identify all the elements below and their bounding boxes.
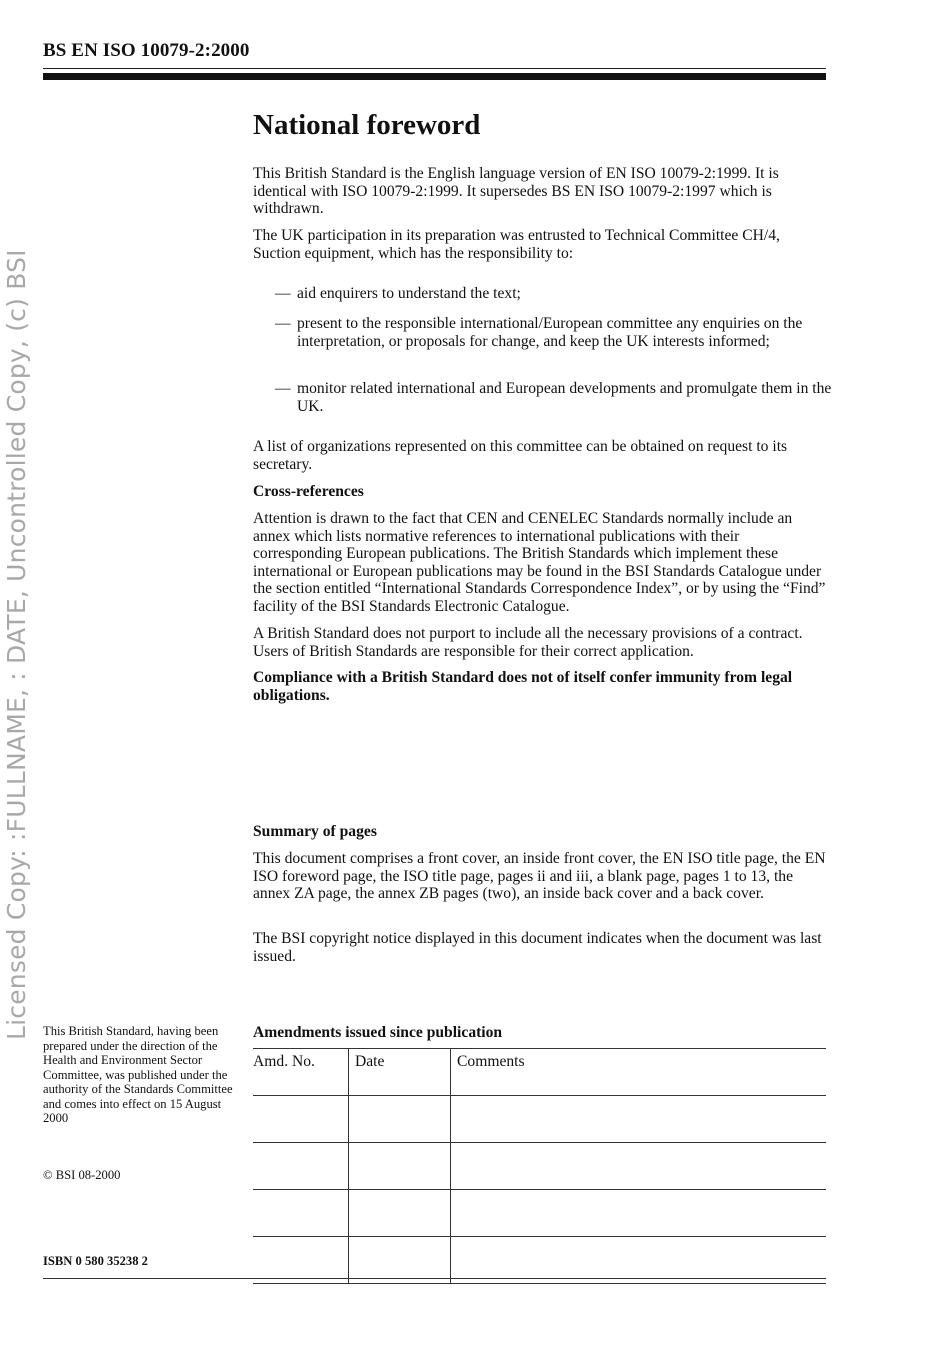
page-title: National foreword	[253, 109, 481, 141]
organizations-paragraph: A list of organizations represented on this committee can be obtained on request to its secretary.	[253, 438, 788, 473]
intro-paragraph: This British Standard is the English language version of EN ISO 10079-2:1999. It is identical with ISO 10079-2:1999. It supersedes BS EN ISO 10079-2:1997 which is withdrawn.	[253, 165, 779, 218]
list-item-text: present to the responsible international/European committee any enquiries on the interpretation, or proposals for change, and keep the UK interests informed;	[297, 315, 803, 350]
table-row	[253, 1096, 826, 1143]
list-item-text: monitor related international and European developments and promulgate them in the UK.	[297, 380, 832, 415]
column-header: Date	[349, 1049, 451, 1096]
compliance-statement: Compliance with a British Standard does not of itself confer immunity from legal obligations.	[253, 669, 793, 704]
copyright-notice-paragraph: The BSI copyright notice displayed in this document indicates when the document was last issued.	[253, 930, 822, 965]
footer-rule	[43, 1278, 826, 1279]
crossref-paragraph: Attention is drawn to the fact that CEN and CENELEC Standards normally include an annex which lists normative references to international publications with their corresponding European publications. The British Standards which implement these international or European publications may be found in the BSI Standards Catalogue under the section entitled “International Standards Correspondence Index”, or by using the “Find” facility of the BSI Standards Electronic Catalogue.	[253, 510, 826, 615]
crossref-heading: Cross-references	[253, 483, 364, 500]
header-rule-thick	[43, 73, 826, 80]
list-item-text: aid enquirers to understand the text;	[297, 285, 521, 302]
table-row	[253, 1190, 826, 1237]
dash-marker: —	[275, 380, 291, 397]
list-item	[275, 315, 842, 350]
table-row	[253, 1237, 826, 1284]
summary-heading: Summary of pages	[253, 823, 377, 840]
amendments-heading: Amendments issued since publication	[253, 1024, 503, 1041]
committee-paragraph: The UK participation in its preparation was entrusted to Technical Committee CH/4, Suction equipment, which has the responsibility to:	[253, 227, 780, 262]
list-item	[275, 380, 842, 415]
dash-marker: —	[275, 315, 291, 332]
approval-note: This British Standard, having been prepared under the direction of the Health and Environment Sector Committee, was published under the authority of the Standards Committee and comes into effect on 15 August 2000	[43, 1024, 233, 1125]
document-id: BS EN ISO 10079-2:2000	[43, 40, 250, 61]
provisions-paragraph: A British Standard does not purport to include all the necessary provisions of a contract. Users of British Standards are responsible for their correct application.	[253, 625, 803, 660]
column-header: Amd. No.	[253, 1049, 349, 1096]
dash-marker: —	[275, 285, 291, 302]
table-header-row	[253, 1049, 826, 1096]
copyright-line: © BSI 08-2000	[43, 1168, 121, 1182]
column-header: Comments	[451, 1049, 827, 1096]
header-rule-thin	[43, 68, 826, 69]
license-watermark: Licensed Copy: :FULLNAME, : DATE, Uncontrolled Copy, (c) BSI	[2, 249, 31, 1040]
isbn: ISBN 0 580 35238 2	[43, 1254, 148, 1268]
amendments-table	[253, 1048, 826, 1284]
list-item	[275, 285, 842, 303]
table-row	[253, 1143, 826, 1190]
summary-paragraph: This document comprises a front cover, an inside front cover, the EN ISO title page, the EN ISO foreword page, the ISO title page, pages ii and iii, a blank page, pages 1 to 13, the annex ZA page, the annex ZB pages (two), an inside back cover and a back cover.	[253, 850, 826, 903]
